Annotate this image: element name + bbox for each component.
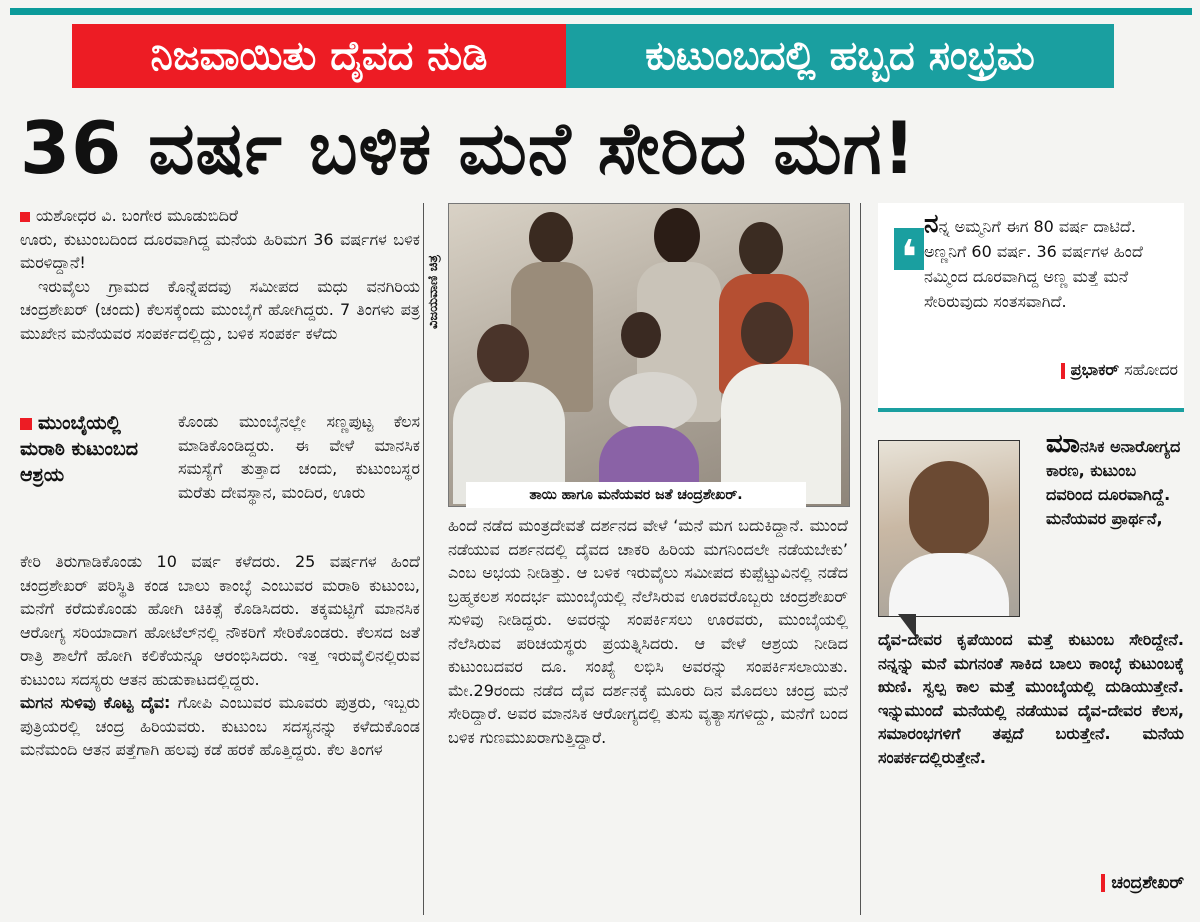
- quote2-bottom: ದೈವ-ದೇವರ ಕೃಪೆಯಿಂದ ಮತ್ತೆ ಕುಟುಂಬ ಸೇರಿದ್ದೇನೆ. ನನ್ನನ್ನು ಮನೆ ಮಗನಂತೆ ಸಾಕಿದ ಬಾಲು ಕಾಂಬ್ಳೆ ಕುಟುಂಬಕ್ಕೆ ಋಣಿ. ಸ್ವಲ್ಪ ಕಾಲ ಮತ್ತೆ ಮುಂಬೈಯಲ್ಲಿ ದುಡಿಯುತ್ತೇನೆ. ಇನ್ನುಮುಂದೆ ಮನೆಯಲ್ಲಿ ನಡೆಯುವ ದೈವ-ದೇವರ ಕೆಲಸ, ಸಮಾರಂಭಗಳಿಗೆ ತಪ್ಪದೆ ಬರುತ್ತೇನೆ. ಮನೆಯ ಸಂಪರ್ಕದಲ್ಲಿರುತ್ತೇನೆ.: [878, 630, 1184, 767]
- family-member: [609, 372, 697, 432]
- quote2-dropcap: ಮಾ: [1046, 429, 1080, 459]
- quote2-name: ಚಂದ್ರಶೇಖರ್: [1111, 873, 1184, 893]
- column-2: [448, 514, 848, 894]
- bullet-square-icon: [20, 212, 30, 222]
- family-photo: [448, 203, 850, 507]
- family-member: [741, 302, 793, 364]
- source-bar-icon: [1061, 363, 1065, 379]
- quote-dropcap: ನ: [924, 209, 939, 239]
- portrait-head: [909, 461, 989, 556]
- subhead: [20, 410, 170, 540]
- paragraph: ಊರು, ಕುಟುಂಬದಿಂದ ದೂರವಾಗಿದ್ದ ಮನೆಯ ಹಿರಿಮಗ 36 ವರ್ಷಗಳ ಬಳಿಕ ಮರಳಿದ್ದಾನೆ!: [20, 229, 420, 272]
- quote-mark-icon: ❛: [894, 228, 924, 270]
- headline: 36 ವರ್ಷ ಬಳಿಕ ಮನೆ ಸೇರಿದ ಮಗ!: [20, 106, 917, 190]
- column-divider: [860, 203, 861, 915]
- column-1-top: [20, 204, 420, 409]
- kicker-left: ನಿಜವಾಯಿತು ದೈವದ ನುಡಿ: [72, 24, 566, 88]
- family-member: [654, 208, 700, 264]
- paragraph: ಕೊಂಡು ಮುಂಬೈನಲ್ಲೇ ಸಣ್ಣಪುಟ್ಟ ಕೆಲಸ ಮಾಡಿಕೊಂಡಿದ್ದರು. ಈ ವೇಳೆ ಮಾನಸಿಕ ಸಮಸ್ಯೆಗೆ ತುತ್ತಾದ ಚಂದು, ಕುಟುಂಬಸ್ಥರ ಮರೆತು ದೇವಸ್ಥಾನ, ಮಂದಿರ, ಊರು: [178, 412, 420, 502]
- subhead-text: ಮುಂಬೈಯಲ್ಲಿ ಮರಾಠಿ ಕುಟುಂಬದ ಆಶ್ರಯ: [20, 412, 139, 486]
- quote-body: ನ್ನ ಅಮ್ಮನಿಗೆ ಈಗ 80 ವರ್ಷ ದಾಟಿದೆ. ಅಣ್ಣನಿಗೆ 60 ವರ್ಷ. 36 ವರ್ಷಗಳ ಹಿಂದೆ ನಮ್ಮಿಂದ ದೂರವಾಗಿದ್ದ ಅಣ್ಣ ಮತ್ತೆ ಮನೆ ಸೇರಿರುವುದು ಸಂತಸವಾಗಿದೆ.: [924, 217, 1143, 311]
- family-member: [529, 212, 573, 264]
- quote2-top-text: ನಸಿಕ ಅನಾರೋಗ್ಯದ ಕಾರಣ, ಕುಟುಂಬ ದವರಿಂದ ದೂರವಾಗಿದ್ದೆ. ಮನೆಯವರ ಪ್ರಾರ್ಥನೆ,: [1046, 437, 1181, 528]
- photo-credit: ವಿಜಯವಾಣಿ ಚಿತ್ರ: [426, 255, 441, 329]
- quote-divider: [878, 408, 1184, 412]
- family-member: [621, 312, 661, 358]
- column-1-bottom: [20, 550, 420, 910]
- source-bar-icon: [1101, 874, 1105, 892]
- photo-caption: ತಾಯಿ ಹಾಗೂ ಮನೆಯವರ ಜತೆ ಚಂದ್ರಶೇಖರ್.: [466, 482, 806, 508]
- bullet-square-icon: [20, 418, 32, 430]
- quote-source-name: ಪ್ರಭಾಕರ್: [1070, 360, 1120, 379]
- paragraph: ಹಿಂದೆ ನಡೆದ ಮಂತ್ರದೇವತೆ ದರ್ಶನದ ವೇಳೆ ‘ಮನೆ ಮಗ ಬದುಕಿದ್ದಾನೆ. ಮುಂದೆ ನಡೆಯುವ ದರ್ಶನದಲ್ಲಿ ದೈವದ ಚಾಕರಿ ಹಿರಿಯ ಮಗನಿಂದಲೇ ನಡೆಯಬೇಕು’ ಎಂಬ ಅಭಯ ನೀಡಿತ್ತು. ಆ ಬಳಿಕ ಇರುವೈಲು ಸಮೀಪದ ಕುಪ್ಪೆಟ್ಟುವಿನಲ್ಲಿ ನಡೆದ ಬ್ರಹ್ಮಕಲಶ ಸಂದರ್ಭ ಮುಂಬೈಯಲ್ಲಿ ನೆಲೆಸಿರುವ ಊರವರೊಬ್ಬರು ಚಂದ್ರಶೇಖರ್ ಸುಳಿವು ನೀಡಿದ್ದರು. ಅವರನ್ನು ಸಂಪರ್ಕಿಸಲು ಊರವರು, ಮುಂಬೈಯಲ್ಲಿ ನೆಲೆಸಿರುವ ಪರಿಚಯಸ್ಥರು ಪ್ರಯತ್ನಿಸಿದರು. ಆ ವೇಳೆ ಆಶ್ರಯ ನೀಡಿದ ಕುಟುಂಬದವರ ದೂ. ಸಂಖ್ಯೆ ಲಭಿಸಿ ಅವರನ್ನು ಸಂಪರ್ಕಿಸಲಾಯಿತು. ಮೇ.29ರಂದು ನಡೆದ ದೈವ ದರ್ಶನಕ್ಕೆ ಮೂರು ದಿನ ಮೊದಲು ಚಂದ್ರ ಮನೆ ಸೇರಿದ್ದಾರೆ. ಅವರ ಮಾನಸಿಕ ಆರೋಗ್ಯದಲ್ಲಿ ತುಸು ವ್ಯತ್ಯಾಸಗಳಿದ್ದು, ಮನೆಗೆ ಬಂದ ಬಳಿಕ ಗುಣಮುಖರಾಗುತ್ತಿದ್ದಾರೆ.: [448, 516, 848, 747]
- column-divider: [423, 203, 424, 915]
- paragraph-text: ಗೋಪಿ ಎಂಬುವರ ಮೂವರು ಪುತ್ರರು, ಇಬ್ಬರು ಪುತ್ರಿಯರಲ್ಲಿ ಚಂದ್ರ ಹಿರಿಯವರು. ಕುಟುಂಬ ಸದಸ್ಯನನ್ನು ಕಳೆದುಕೊಂಡ ಮನೆಮಂದಿ ಆತನ ಪತ್ತೆಗಾಗಿ ಹಲವು ಕಡೆ ಹರಕೆ ಹೊತ್ತಿದ್ದರು. ಕೆಲ ತಿಂಗಳ: [20, 693, 420, 759]
- quote-source-relation: ಸಹೋದರ: [1119, 360, 1178, 379]
- byline-line: [20, 204, 420, 228]
- quote2-signature: [1040, 870, 1184, 896]
- quote2-top: [1046, 429, 1184, 531]
- column-1-wrap: [178, 410, 420, 550]
- paragraph-with-lead: [20, 691, 420, 762]
- paragraph: ಇರುವೈಲು ಗ್ರಾಮದ ಕೊನ್ನೆಪದವು ಸಮೀಪದ ಮಧು ವನಗಿರಿಯ ಚಂದ್ರಶೇಖರ್ (ಚಂದು) ಕೆಲಸಕ್ಕೆಂದು ಮುಂಬೈಗೆ ಹೋಗಿದ್ದರು. 7 ತಿಂಗಳು ಪತ್ರ ಮುಖೇನ ಮನೆಯವರ ಸಂಪರ್ಕದಲ್ಲಿದ್ದು, ಬಳಿಕ ಸಂಪರ್ಕ ಕಳೆದು: [20, 276, 420, 343]
- top-rule: [10, 8, 1192, 15]
- inline-subhead: ಮಗನ ಸುಳಿವು ಕೊಟ್ಟ ದೈವ:: [20, 693, 171, 712]
- kicker-right: ಕುಟುಂಬದಲ್ಲಿ ಹಬ್ಬದ ಸಂಭ್ರಮ: [566, 24, 1114, 88]
- paragraph: ಕೇರಿ ತಿರುಗಾಡಿಕೊಂಡು 10 ವರ್ಷ ಕಳೆದರು. 25 ವರ್ಷಗಳ ಹಿಂದೆ ಚಂದ್ರಶೇಖರ್ ಪರಿಸ್ಥಿತಿ ಕಂಡ ಬಾಲು ಕಾಂಬ್ಳೆ ಎಂಬುವರ ಮರಾಠಿ ಕುಟುಂಬ, ಮನೆಗೆ ಕರೆದುಕೊಂಡು ಹೋಗಿ ಚಿಕಿತ್ಸೆ ಕೊಡಿಸಿದರು. ತಕ್ಕಮಟ್ಟಿಗೆ ಮಾನಸಿಕ ಆರೋಗ್ಯ ಸರಿಯಾದಾಗ ಹೋಟೆಲ್‌ನಲ್ಲಿ ನೌಕರಿಗೆ ಸೇರಿಕೊಂಡರು. ಕೆಲಸದ ಜತೆ ರಾತ್ರಿ ಶಾಲೆಗೆ ಹೋಗಿ ಕಲಿಕೆಯನ್ನೂ ಆರಂಭಿಸಿದರು. ಇತ್ತ ಇರುವೈಲಿನಲ್ಲಿರುವ ಕುಟುಂಬ ಸದಸ್ಯರು ಆತನ ಹುಡುಕಾಟದಲ್ಲಿದ್ದರು.: [20, 552, 420, 689]
- family-member: [477, 324, 529, 384]
- byline: ಯಶೋಧರ ವಿ. ಬಂಗೇರ ಮೂಡುಬಿದಿರೆ: [36, 206, 239, 225]
- family-member: [739, 222, 783, 276]
- quote-text: [924, 209, 1174, 314]
- portrait-photo: [878, 440, 1020, 617]
- quote-source: [958, 358, 1178, 382]
- portrait-shirt: [889, 553, 1009, 616]
